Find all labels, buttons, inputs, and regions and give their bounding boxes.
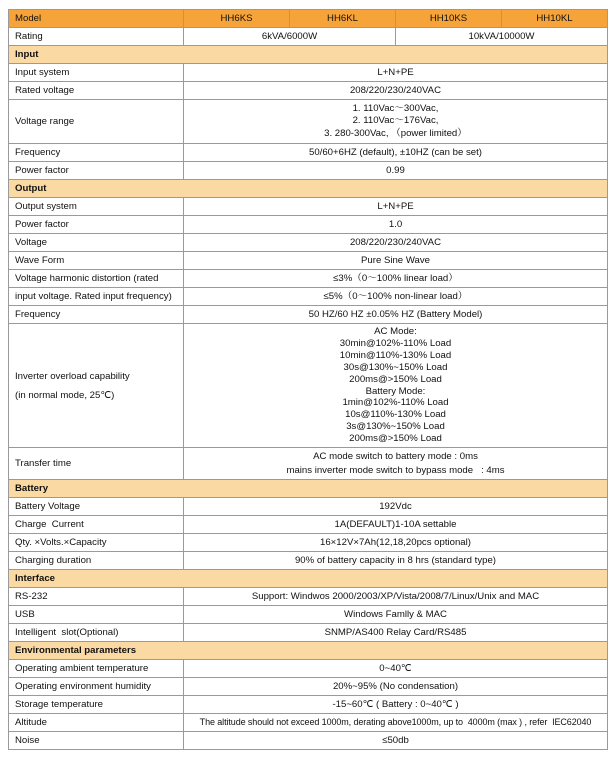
value-line: 200ms@>150% Load — [349, 373, 442, 385]
spec-row — [9, 678, 608, 696]
spec-row — [9, 216, 608, 234]
value-line: AC mode switch to battery mode : 0ms — [313, 450, 478, 462]
spec-table — [8, 9, 608, 750]
spec-row — [9, 732, 608, 750]
row-value: Pure Sine Wave — [184, 252, 608, 270]
spec-row — [9, 448, 608, 480]
row-label: Voltage range — [9, 100, 184, 144]
section-environmental — [9, 642, 608, 660]
value-line: 2. 110Vac〜176Vac, — [352, 115, 439, 127]
row-label: Rating — [9, 28, 184, 46]
spec-row — [9, 588, 608, 606]
rating-6k: 6kVA/6000W — [184, 28, 396, 46]
row-value: 16×12V×7Ah(12,18,20pcs optional) — [184, 534, 608, 552]
row-value: 0~40℃ — [184, 660, 608, 678]
value-line: 1. 110Vac〜300Vac, — [352, 103, 439, 115]
row-label: Charging duration — [9, 552, 184, 570]
row-label: Charge Current — [9, 516, 184, 534]
section-title: Output — [9, 180, 608, 198]
row-value: 192Vdc — [184, 498, 608, 516]
row-label: Qty. ×Volts.×Capacity — [9, 534, 184, 552]
section-title: Battery — [9, 480, 608, 498]
rating-row — [9, 28, 608, 46]
row-label: Power factor — [9, 216, 184, 234]
spec-row — [9, 144, 608, 162]
row-label: Intelligent slot(Optional) — [9, 624, 184, 642]
spec-row — [9, 534, 608, 552]
row-label: Noise — [9, 732, 184, 750]
model-header: Model — [9, 10, 184, 28]
spec-row — [9, 624, 608, 642]
model-hh10kl: HH10KL — [502, 10, 608, 28]
row-label: Output system — [9, 198, 184, 216]
model-hh10ks: HH10KS — [396, 10, 502, 28]
row-value: 50 HZ/60 HZ ±0.05% HZ (Battery Model) — [184, 306, 608, 324]
row-label — [9, 324, 184, 448]
header-row — [9, 10, 608, 28]
row-label: Wave Form — [9, 252, 184, 270]
section-battery — [9, 480, 608, 498]
section-title: Interface — [9, 570, 608, 588]
value-line: 3. 280-300Vac, （power limited） — [324, 127, 467, 139]
row-value: L+N+PE — [184, 64, 608, 82]
spec-row — [9, 324, 608, 448]
spec-row — [9, 696, 608, 714]
spec-row — [9, 64, 608, 82]
row-value: ≤5%（0〜100% non-linear load） — [184, 288, 608, 306]
row-label: USB — [9, 606, 184, 624]
row-value: 1A(DEFAULT)1-10A settable — [184, 516, 608, 534]
row-value: -15~60℃ ( Battery : 0~40℃ ) — [184, 696, 608, 714]
label-line: (in normal mode, 25℃) — [15, 389, 115, 401]
value-line: mains inverter mode switch to bypass mode : 4ms — [286, 464, 505, 476]
row-value: L+N+PE — [184, 198, 608, 216]
value-line: 10min@110%-130% Load — [339, 349, 452, 361]
spec-row — [9, 82, 608, 100]
row-value: 208/220/230/240VAC — [184, 82, 608, 100]
row-value: 90% of battery capacity in 8 hrs (standard type) — [184, 552, 608, 570]
spec-row — [9, 516, 608, 534]
row-label: Battery Voltage — [9, 498, 184, 516]
value-line: AC Mode: — [374, 325, 417, 337]
row-value: ≤50db — [184, 732, 608, 750]
row-label: Power factor — [9, 162, 184, 180]
spec-row — [9, 606, 608, 624]
row-value: 208/220/230/240VAC — [184, 234, 608, 252]
row-label: input voltage. Rated input frequency) — [9, 288, 184, 306]
value-line: 30min@102%-110% Load — [339, 337, 452, 349]
row-value: Support: Windwos 2000/2003/XP/Vista/2008/7/Linux/Unix and MAC — [184, 588, 608, 606]
spec-row — [9, 100, 608, 144]
row-label: Frequency — [9, 144, 184, 162]
row-label: Voltage harmonic distortion (rated — [9, 270, 184, 288]
model-hh6ks: HH6KS — [184, 10, 290, 28]
row-label: Transfer time — [9, 448, 184, 480]
value-line: 1min@102%-110% Load — [342, 397, 449, 409]
label-line: Inverter overload capability — [15, 370, 130, 382]
section-title: Input — [9, 46, 608, 64]
spec-row — [9, 660, 608, 678]
row-label: Operating environment humidity — [9, 678, 184, 696]
row-label: Frequency — [9, 306, 184, 324]
value-line: Battery Mode: — [365, 385, 426, 397]
rating-10k: 10kVA/10000W — [396, 28, 608, 46]
row-value: Windows Famlly & MAC — [184, 606, 608, 624]
row-label: Rated voltage — [9, 82, 184, 100]
row-label: Storage temperature — [9, 696, 184, 714]
row-value: The altitude should not exceed 1000m, derating above1000m, up to 4000m (max ) , refer IEC62040 — [184, 714, 608, 732]
value-line: 10s@110%-130% Load — [345, 409, 446, 421]
value-line: 3s@130%~150% Load — [346, 421, 445, 433]
model-hh6kl: HH6KL — [290, 10, 396, 28]
spec-row — [9, 270, 608, 288]
spec-row — [9, 714, 608, 732]
row-label: Operating ambient temperature — [9, 660, 184, 678]
spec-row — [9, 552, 608, 570]
row-value: 50/60+6HZ (default), ±10HZ (can be set) — [184, 144, 608, 162]
value-line: 30s@130%~150% Load — [343, 361, 448, 373]
spec-row — [9, 498, 608, 516]
spec-row — [9, 306, 608, 324]
row-label: Voltage — [9, 234, 184, 252]
row-value — [184, 448, 608, 480]
spec-row — [9, 234, 608, 252]
row-value: 20%~95% (No condensation) — [184, 678, 608, 696]
section-input — [9, 46, 608, 64]
section-title: Environmental parameters — [9, 642, 608, 660]
spec-row — [9, 198, 608, 216]
section-interface — [9, 570, 608, 588]
row-value — [184, 100, 608, 144]
value-line: 200ms@>150% Load — [349, 433, 442, 445]
row-value: 0.99 — [184, 162, 608, 180]
spec-row — [9, 252, 608, 270]
spec-row — [9, 162, 608, 180]
row-label: Input system — [9, 64, 184, 82]
section-output — [9, 180, 608, 198]
row-label: Altitude — [9, 714, 184, 732]
row-value: SNMP/AS400 Relay Card/RS485 — [184, 624, 608, 642]
row-value: ≤3%（0〜100% linear load） — [184, 270, 608, 288]
spec-row — [9, 288, 608, 306]
row-value: 1.0 — [184, 216, 608, 234]
row-label: RS-232 — [9, 588, 184, 606]
row-value — [184, 324, 608, 448]
